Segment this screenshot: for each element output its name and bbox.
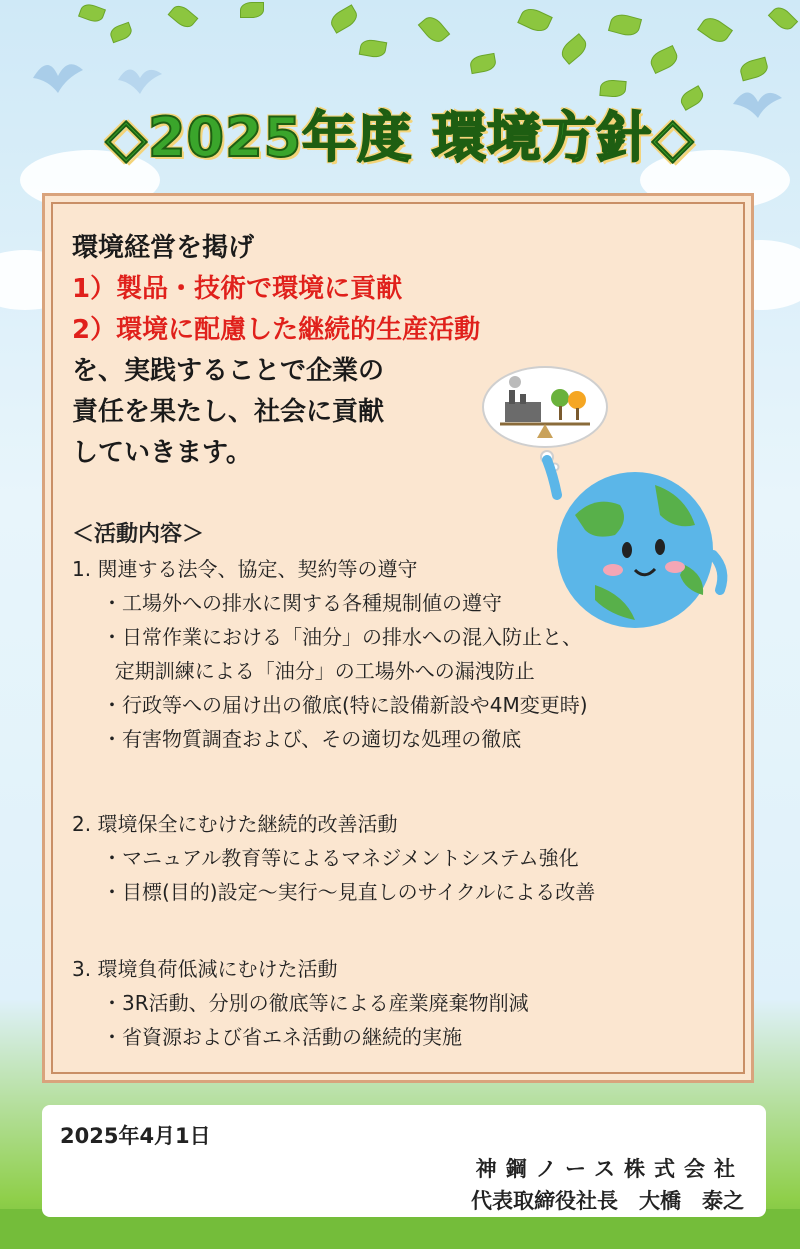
activity-section-2: [72, 807, 595, 909]
list-item: ・日常作業における「油分」の排水への混入防止と、: [102, 625, 582, 649]
section-title: 3. 環境負荷低減にむけた活動: [72, 957, 338, 981]
list-item: 定期訓練による「油分」の工場外への漏洩防止: [102, 659, 535, 683]
section-title: 2. 環境保全にむけた継続的改善活動: [72, 812, 398, 836]
goal-2: 2）環境に配慮した継続的生産活動: [72, 315, 481, 345]
list-item: ・省資源および省エネ活動の継続的実施: [102, 1025, 462, 1049]
company-name: 神鋼ノース株式会社: [475, 1157, 744, 1181]
intro-line: 環境経営を掲げ: [72, 233, 255, 263]
list-item: ・目標(目的)設定～実行～見直しのサイクルによる改善: [102, 880, 596, 904]
activity-section-3: [72, 952, 529, 1054]
intro-line: 責任を果たし、社会に貢献: [72, 397, 385, 427]
activity-section-1: [72, 552, 588, 756]
page-title: ◇2025年度 環境方針◇: [105, 106, 695, 169]
list-item: ・行政等への届け出の徹底(特に設備新設や4M変更時): [102, 693, 588, 717]
policy-intro: [72, 228, 542, 474]
list-item: ・有害物質調査および、その適切な処理の徹底: [102, 727, 522, 751]
title-banner: [0, 95, 800, 172]
intro-line: していきます。: [72, 438, 252, 468]
bird-icon: [115, 58, 165, 98]
intro-line: を、実践することで企業の: [72, 356, 385, 386]
activities-heading: ＜活動内容＞: [72, 522, 205, 547]
goal-1: 1）製品・技術で環境に貢献: [72, 274, 403, 304]
list-item: ・3R活動、分別の徹底等による産業廃棄物削減: [102, 991, 529, 1015]
section-title: 1. 関連する法令、協定、契約等の遵守: [72, 557, 418, 581]
list-item: ・マニュアル教育等によるマネジメントシステム強化: [102, 846, 579, 870]
issue-date: 2025年4月1日: [60, 1124, 211, 1148]
bird-icon: [28, 48, 88, 98]
signer-name: 代表取締役社長 大橋 泰之: [471, 1189, 744, 1213]
list-item: ・工場外への排水に関する各種規制値の遵守: [102, 591, 502, 615]
